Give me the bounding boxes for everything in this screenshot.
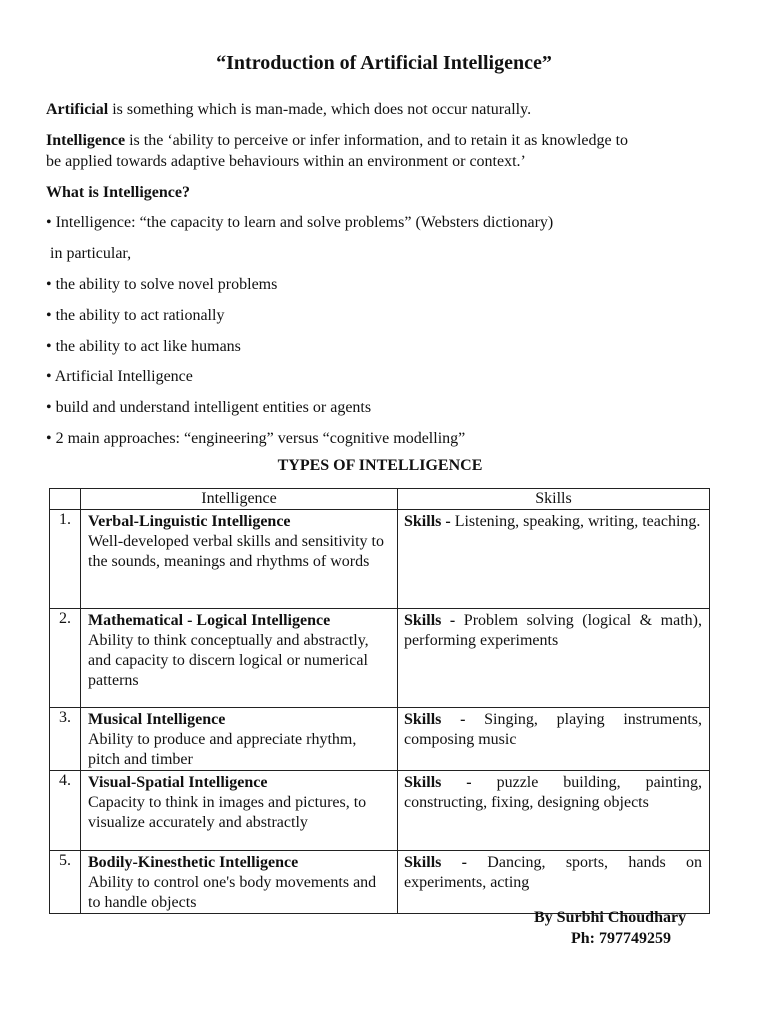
row-number: 2. [50,609,81,708]
intelligence-description: Capacity to think in images and pictures, to visualize accurately and abstractly [88,794,367,831]
skills-label: Skills - [404,774,472,791]
intelligence-name: Verbal-Linguistic Intelligence [88,513,291,530]
skills-text: Listening, speaking, writing, teaching. [450,513,701,530]
intelligence-definition-line1 [46,130,726,151]
intelligence-table [49,488,710,914]
table-row [50,851,710,914]
artificial-term: Artificial [46,101,109,118]
skills-label: Skills - [404,854,467,871]
row-number: 5. [50,851,81,914]
intelligence-definition-text: is the ‘ability to perceive or infer information, and to retain it as knowledge to [125,132,629,149]
header-skills: Skills [398,489,710,510]
skills-text: Dancing, sports, hands on experiments, acting [404,854,702,891]
header-intelligence: Intelligence [81,489,398,510]
bullet-item: • the ability to act like humans [46,338,241,355]
table-header-row [50,489,710,510]
header-num [50,489,81,510]
table-row [50,771,710,851]
row-number: 1. [50,510,81,609]
skills-label: Skills - [404,711,466,728]
artificial-definition-text: is something which is man-made, which does not occur naturally. [108,101,532,118]
skills-cell [398,510,710,609]
intelligence-definition-line2: be applied towards adaptive behaviours within an environment or context.’ [46,153,526,170]
types-heading: TYPES OF INTELLIGENCE [277,457,483,474]
table-row [50,609,710,708]
bullet-item: in particular, [46,245,132,262]
bullet-item: • the ability to solve novel problems [46,276,278,293]
table-row [50,708,710,771]
bullet-item: • build and understand intelligent entities or agents [46,399,372,416]
intelligence-name: Bodily-Kinesthetic Intelligence [88,854,299,871]
row-number: 4. [50,771,81,851]
bullet-item: • Intelligence: “the capacity to learn and solve problems” (Websters dictionary) [46,214,554,231]
skills-cell [398,708,710,771]
what-is-heading: What is Intelligence? [46,184,190,201]
bullet-item: • Artificial Intelligence [46,368,193,385]
skills-cell [398,609,710,708]
skills-cell [398,851,710,914]
author-phone: Ph: 797749259 [571,930,671,947]
skills-text: puzzle building, painting, constructing, fixing, designing objects [404,774,702,811]
intelligence-description: Ability to think conceptually and abstractly, and capacity to discern logical or numerical patterns [88,632,369,689]
page-title: “Introduction of Artificial Intelligence” [216,52,552,74]
skills-text: Problem solving (logical & math), performing experiments [404,612,703,649]
bullet-item: • the ability to act rationally [46,307,225,324]
intelligence-cell [81,609,398,708]
skills-label: Skills - [404,612,456,629]
intelligence-cell [81,708,398,771]
intelligence-cell [81,771,398,851]
intelligence-term: Intelligence [46,132,126,149]
intelligence-name: Mathematical - Logical Intelligence [88,612,331,629]
intelligence-description: Ability to control one's body movements and to handle objects [88,874,377,911]
skills-label: Skills - [404,513,451,530]
intelligence-cell [81,510,398,609]
table-row [50,510,710,609]
row-number: 3. [50,708,81,771]
bullet-item: • 2 main approaches: “engineering” versus “cognitive modelling” [46,430,466,447]
intelligence-cell [81,851,398,914]
author-signature: By Surbhi Choudhary [534,909,687,926]
intelligence-description: Well-developed verbal skills and sensitivity to the sounds, meanings and rhythms of words [88,533,384,570]
intelligence-description: Ability to produce and appreciate rhythm, pitch and timber [88,731,357,768]
intelligence-name: Visual-Spatial Intelligence [88,774,268,791]
artificial-definition [46,99,726,120]
skills-text: Singing, playing instruments, composing music [404,711,702,748]
intelligence-name: Musical Intelligence [88,711,226,728]
skills-cell [398,771,710,851]
